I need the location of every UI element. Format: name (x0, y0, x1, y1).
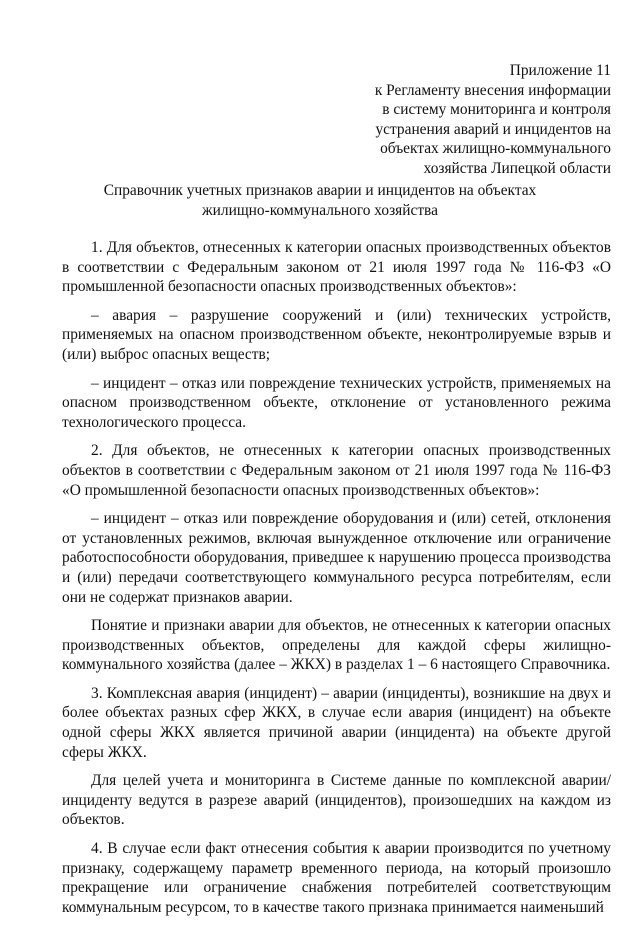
appendix-line: объектах жилищно-коммунального (380, 140, 611, 158)
paragraph-3-complex-accident: 3. Комплексная авария (инцидент) – аварии (инциденты), возникшие на двух и более объектах разных сфер ЖКХ, в случае если авария (инцидент) на объекте одной сферы ЖКХ является причиной аварии (инцидента) на объекте другой сферы ЖКХ. (62, 684, 611, 761)
paragraph-4-time-criterion: 4. В случае если факт отнесения события к аварии производится по учетному признаку, содержащему параметр временного периода, на который произошло прекращение или ограничение снабжения потребителей соответствующим коммунальным ресурсом, то в качестве такого признака принимается наименьший (62, 840, 611, 916)
document-body (62, 238, 611, 926)
appendix-line: к Регламенту внесения информации (374, 81, 611, 99)
appendix-line: Приложение 11 (509, 62, 611, 79)
paragraph-incident-definition: – инцидент – отказ или повреждение технических устройств, применяемых на опасном производственном объекте, отклонение от установленного режима технологического процесса. (62, 374, 611, 431)
paragraph-2-non-opo: 2. Для объектов, не отнесенных к категории опасных производственных объектов в соответствии с Федеральным законом от 21 июля 1997 года № 116-ФЗ «О промышленной безопасности опасных производственных объектов»: (62, 442, 611, 499)
appendix-header (330, 61, 611, 179)
paragraph-avaria-definition: – авария – разрушение сооружений и (или) технических устройств, применяемых на опасном производственном объекте, неконтролируемые взрыв и (или) выброс опасных веществ; (62, 306, 611, 363)
appendix-line: в систему мониторинга и контроля (382, 101, 611, 119)
document-title (70, 181, 570, 220)
title-line: Справочник учетных признаков аварии и инцидентов на объектах (103, 182, 537, 199)
title-line: жилищно-коммунального хозяйства (202, 201, 438, 219)
appendix-line: устранения аварий и инцидентов на (375, 120, 611, 138)
paragraph-monitoring-note: Для целей учета и мониторинга в Системе данные по комплексной аварии/инциденту ведутся в разрезе аварий (инцидентов), произошедших на каждом из объектов. (62, 772, 611, 829)
paragraph-concepts-note: Понятие и признаки аварии для объектов, не отнесенных к категории опасных производственных объектов, определены для каждой сферы жилищно-коммунального хозяйства (далее – ЖКХ) в разделах 1 – 6 настоящего Справочника. (62, 617, 611, 674)
paragraph-incident-non-opo: – инцидент – отказ или повреждение оборудования и (или) сетей, отклонения от установленных режимов, включая вынужденное отключение или ограничение работоспособности оборудования, приведшее к нарушению процесса производства и (или) передачи соответствующего коммунального ресурса потребителям, если они не содержат признаков аварии. (62, 510, 611, 606)
paragraph-1-opo-definition: 1. Для объектов, отнесенных к категории опасных производственных объектов в соответствии с Федеральным законом от 21 июля 1997 года № 116-ФЗ «О промышленной безопасности опасных производственных объектов»: (62, 239, 611, 296)
appendix-line: хозяйства Липецкой области (423, 159, 611, 177)
